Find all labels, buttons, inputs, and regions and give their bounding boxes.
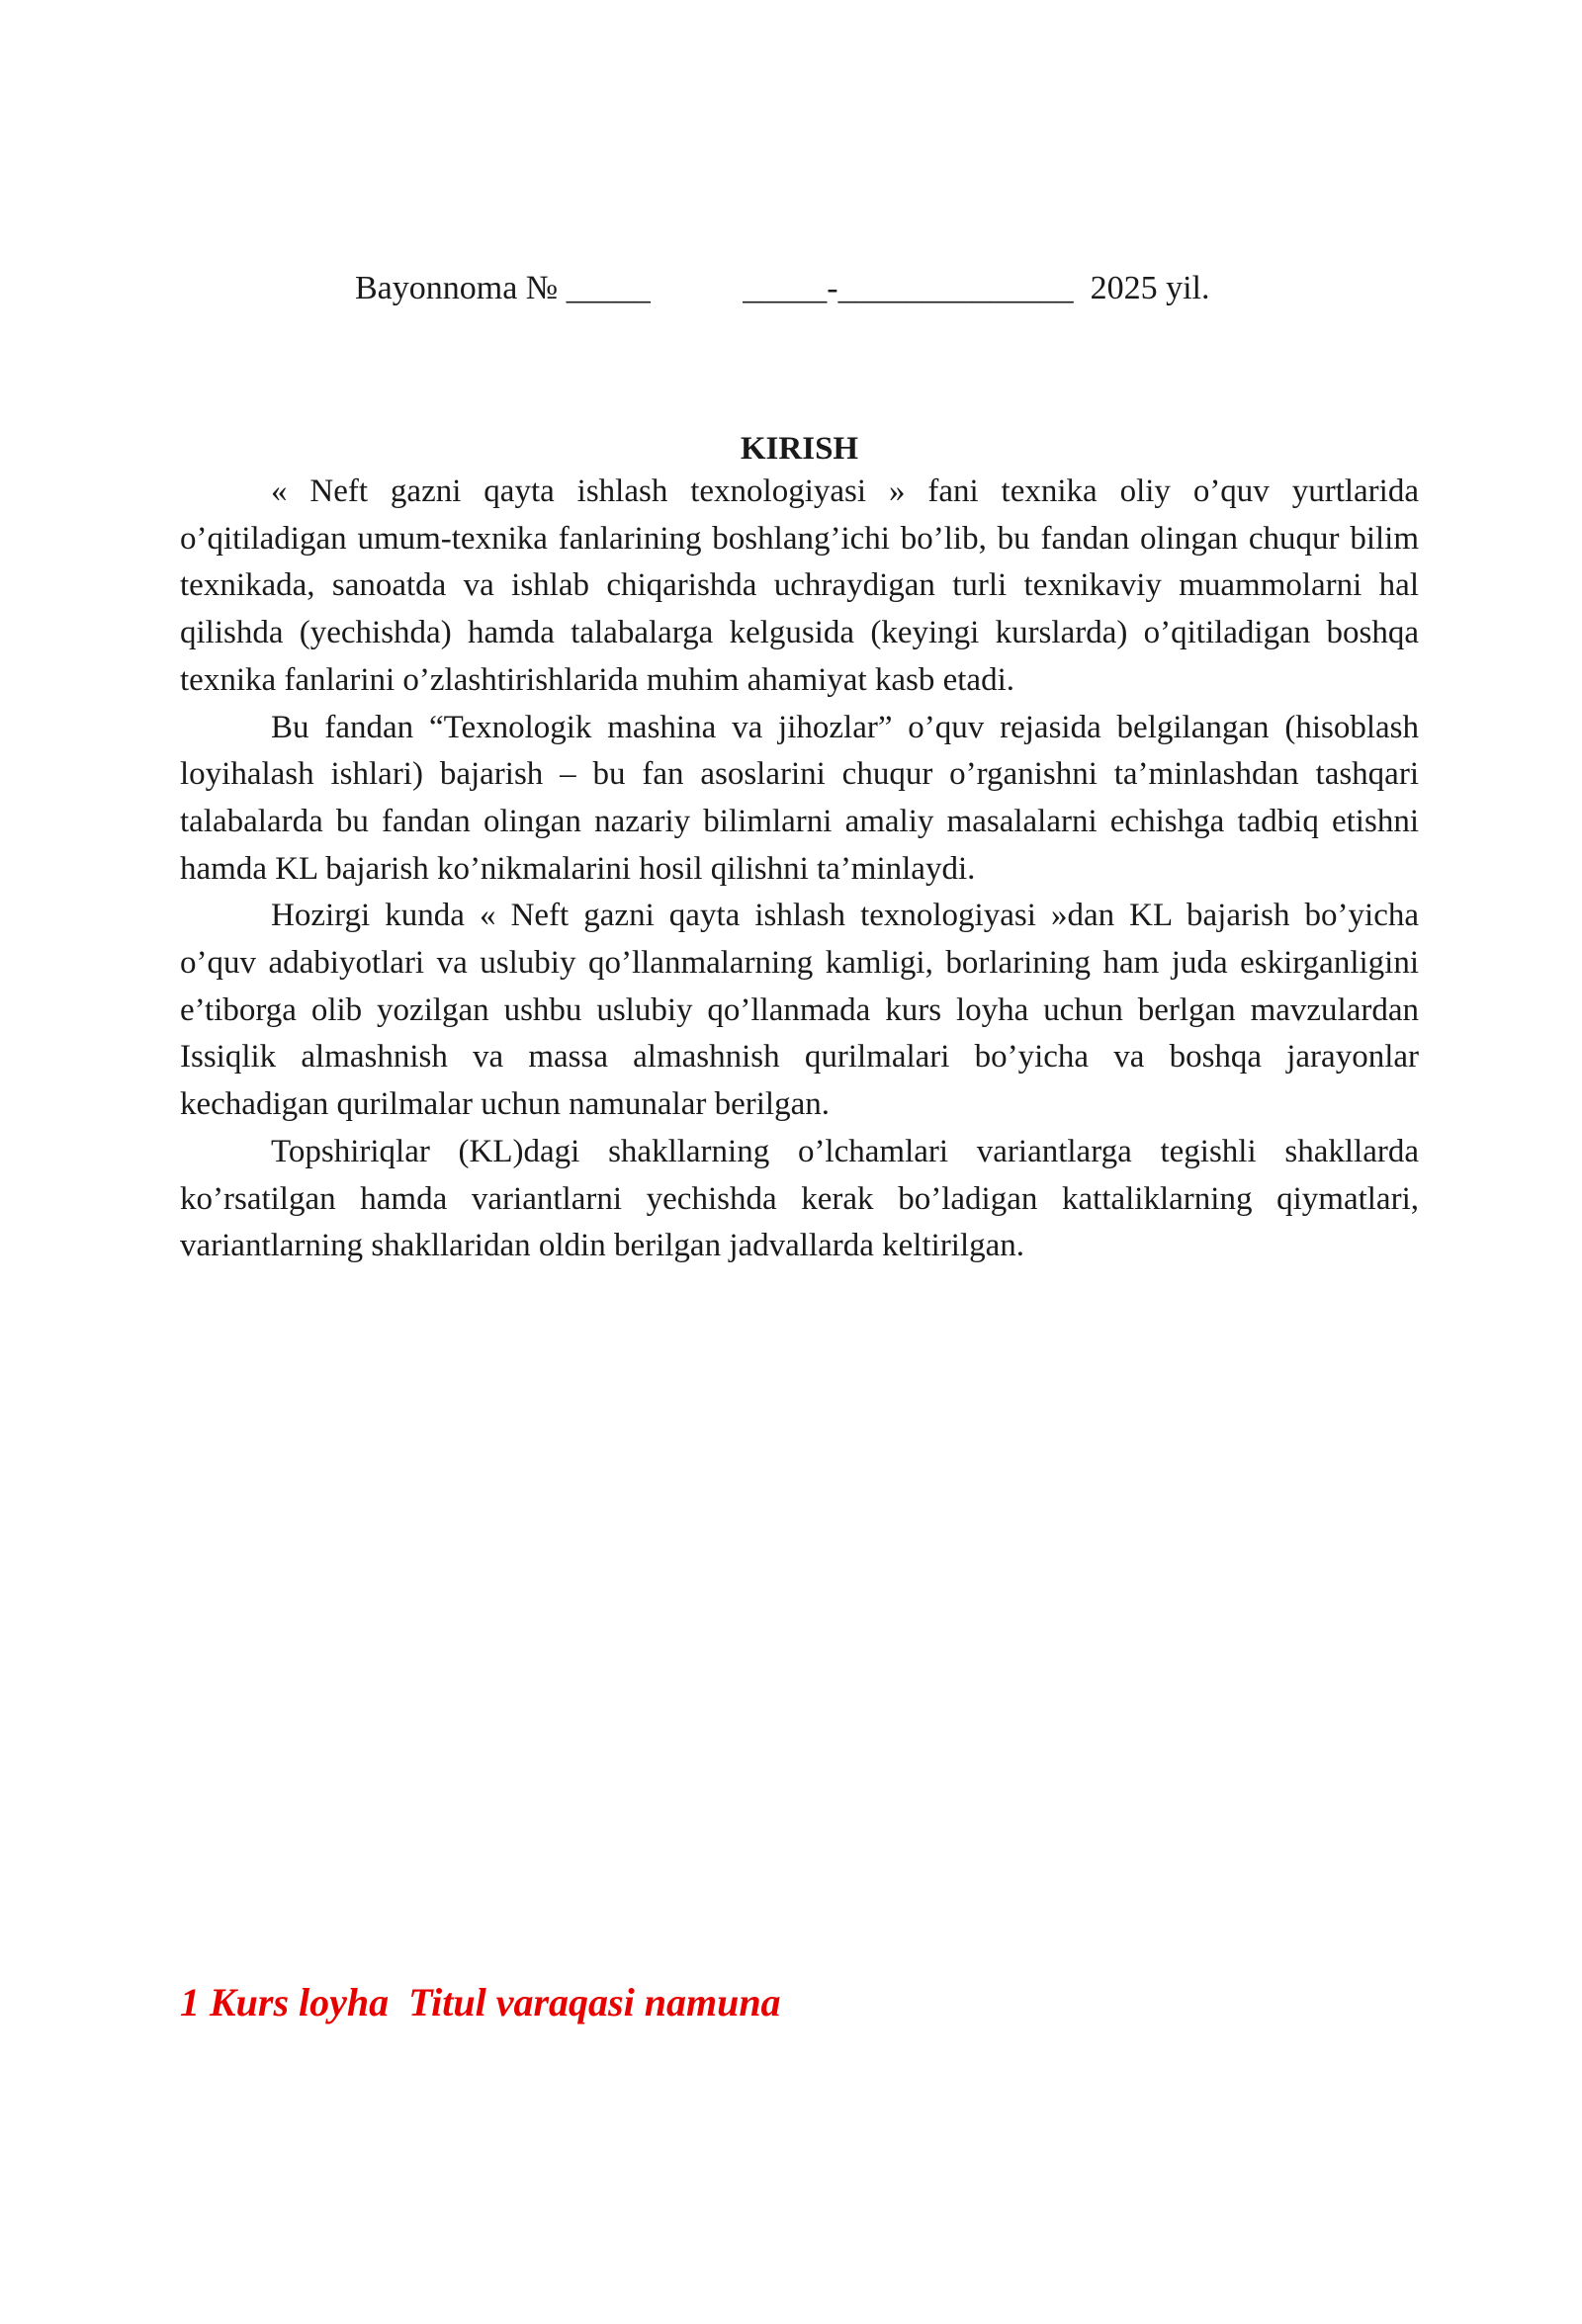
title-page-template-heading: 1 Kurs loyha Titul varaqasi namuna	[180, 1980, 781, 2024]
intro-paragraph-1: « Neft gazni qayta ishlash texnologiyasi » fani texnika oliy o’quv yurtlarida o’qitiladigan umum-texnika fanlarining boshlang’ichi bo’lib, bu fandan olingan chuqur bilim texnikada, sanoatda va ishlab chiqarishda uchraydigan turli texnikaviy muammolarni hal qilishda (yechishda) hamda talabalarga kelgusida (keyingi kurslarda) o’qitiladigan boshqa texnika fanlarini o’zlashtirishlarida muhim ahamiyat kasb etadi.	[180, 473, 1419, 698]
intro-paragraph-3: Hozirgi kunda « Neft gazni qayta ishlash texnologiyasi »dan KL bajarish bo’yicha o’quv adabiyotlari va uslubiy qo’llanmalarning kamligi, borlarining ham juda eskirganligini e’tiborga olib yozilgan ushbu uslubiy qo’llanmada kurs loyha uchun berlgan mavzulardan Issiqlik almashnish va massa almashnish qurilmalari bo’yicha va boshqa jarayonlar kechadigan qurilmalar uchun namunalar berilgan.	[180, 898, 1419, 1123]
intro-section	[180, 429, 1419, 1270]
intro-paragraph-4: Topshiriqlar (KL)dagi shakllarning o’lchamlari variantlarga tegishli shakllarda ko’rsatilgan hamda variantlarni yechishda kerak bo’ladigan kattaliklarning qiymatlari, variantlarning shakllaridan oldin berilgan jadvallarda keltirilgan.	[180, 1133, 1419, 1264]
section-title: KIRISH	[740, 431, 859, 467]
protocol-number-line: Bayonnoma № _____ _____-______________ 2025 yil.	[355, 270, 1210, 306]
intro-paragraph-2: Bu fandan “Texnologik mashina va jihozlar” o’quv rejasida belgilangan (hisoblash loyihalash ishlari) bajarish – bu fan asoslarini chuqur o’rganishni ta’minlashdan tashqari talabalarda bu fandan olingan nazariy bilimlarni amaliy masalalarni echishga tadbiq etishni hamda KL bajarish ko’nikmalarini hosil qilishni ta’minlaydi.	[180, 709, 1419, 887]
